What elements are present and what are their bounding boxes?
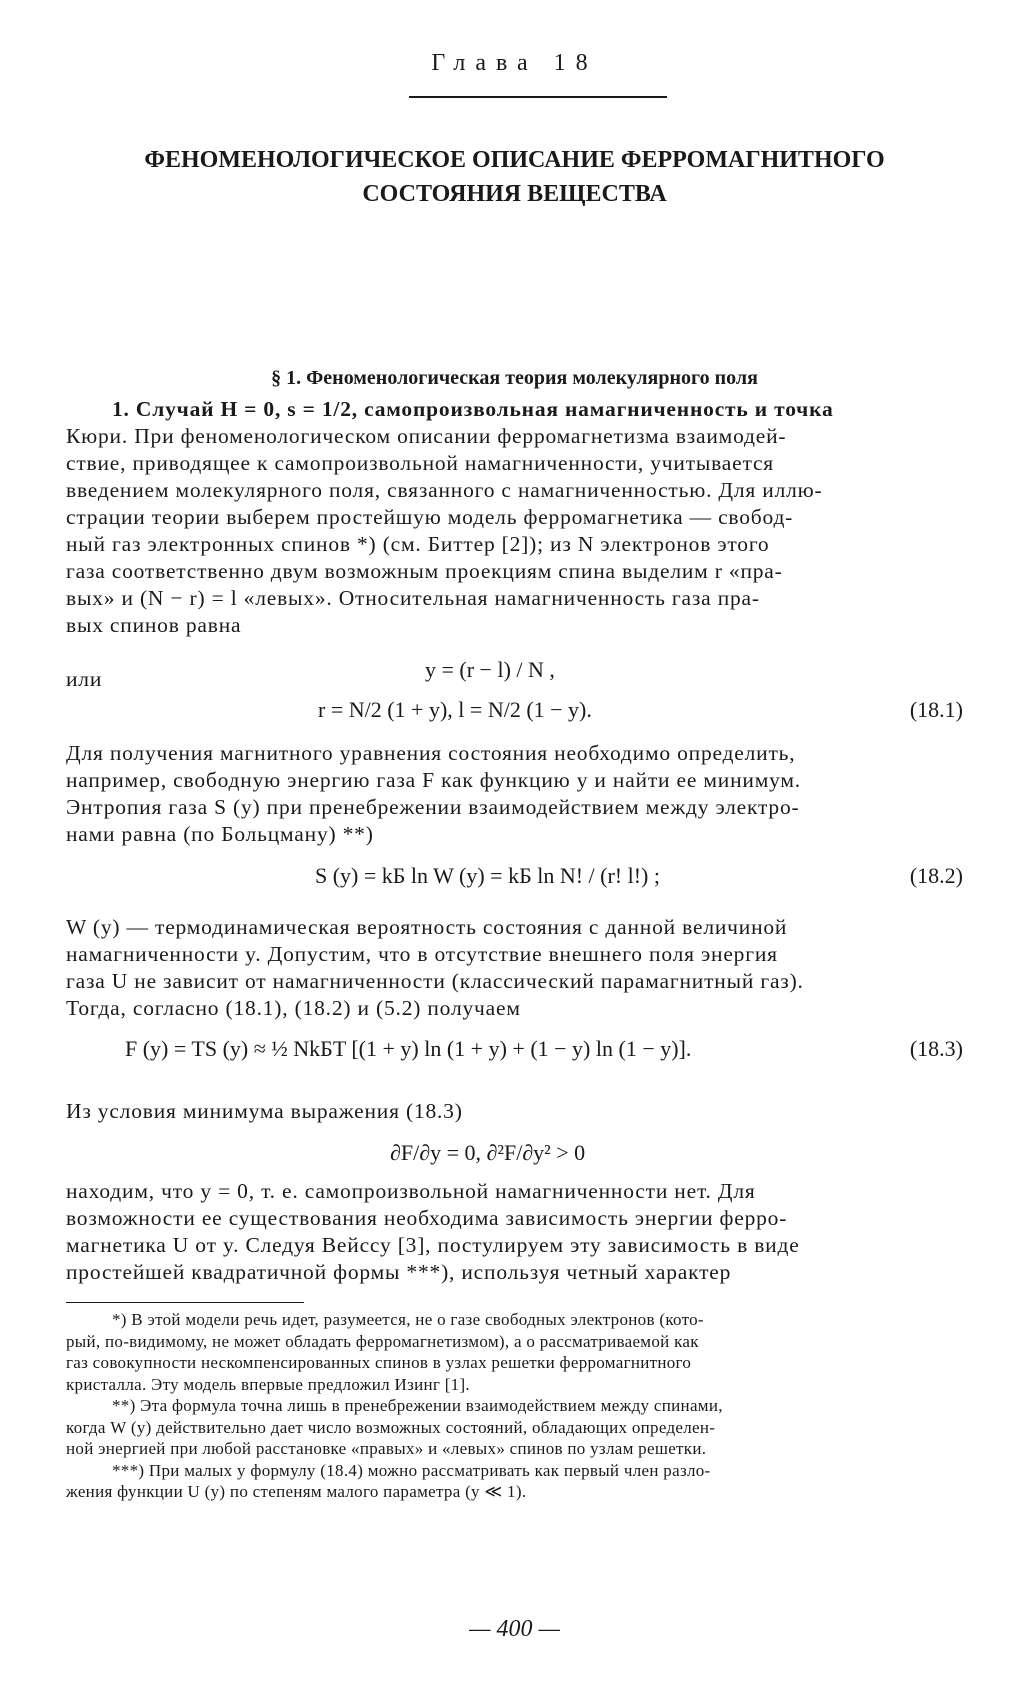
- footnote-3-line: жения функции U (y) по степеням малого параметра (y ≪ 1).: [66, 1482, 527, 1501]
- footnote-1-line: газ совокупности нескомпенсированных спинов в узлах решетки ферромагнитного: [66, 1353, 692, 1372]
- equation-18-2: S (y) = kБ ln W (y) = kБ ln N! / (r! l!) ;: [315, 863, 660, 888]
- paragraph-1: [66, 396, 962, 639]
- chapter-divider: [409, 96, 667, 98]
- page-number: — 400 —: [469, 1616, 560, 1642]
- footnote-2-line: **) Эта формула точна лишь в пренебрежении взаимодействием между спинами,: [112, 1396, 723, 1415]
- footnote-1-line: кристалла. Эту модель впервые предложил Изинг [1].: [66, 1374, 470, 1394]
- equation-18-3: F (y) = TS (y) ≈ ½ NkБT [(1 + y) ln (1 + y) + (1 − y) ln (1 − y)].: [125, 1036, 692, 1061]
- paragraph-2-line: Энтропия газа S (y) при пренебрежении взаимодействием между электро-: [66, 795, 800, 819]
- equation-18-1: r = N/2 (1 + y), l = N/2 (1 − y).: [318, 697, 592, 722]
- equation-number-18-1: (18.1): [909, 697, 963, 722]
- footnotes: [66, 1309, 962, 1503]
- paragraph-5-line: простейшей квадратичной формы ***), используя четный характер: [66, 1260, 732, 1284]
- paragraph-2-line: Для получения магнитного уравнения состояния необходимо определить,: [66, 741, 796, 765]
- paragraph-1-line: вых» и (N − r) = l «левых». Относительная намагниченность газа пра-: [66, 586, 760, 610]
- equation-minimum: ∂F/∂y = 0, ∂²F/∂y² > 0: [390, 1140, 586, 1165]
- equation-number-18-3: (18.3): [909, 1036, 963, 1061]
- word-or: или: [66, 667, 103, 691]
- paragraph-5-line: возможности ее существования необходима зависимость энергии ферро-: [66, 1206, 788, 1230]
- equation-y: y = (r − l) / N ,: [425, 657, 555, 682]
- paragraph-2: [66, 740, 962, 848]
- chapter-label: Глава 18: [431, 50, 598, 76]
- paragraph-4: Из условия минимума выражения (18.3): [66, 1099, 463, 1123]
- equation-number-18-2: (18.2): [909, 863, 963, 888]
- paragraph-1-line: вых спинов равна: [66, 613, 242, 637]
- chapter-title-line-1: ФЕНОМЕНОЛОГИЧЕСКОЕ ОПИСАНИЕ ФЕРРОМАГНИТНОГО: [144, 147, 885, 173]
- paragraph-2-line: например, свободную энергию газа F как функцию y и найти ее минимум.: [66, 768, 801, 792]
- footnote-1-line: *) В этой модели речь идет, разумеется, не о газе свободных электронов (кото-: [112, 1310, 704, 1329]
- section-heading: § 1. Феноменологическая теория молекулярного поля: [271, 367, 758, 389]
- paragraph-5-line: находим, что y = 0, т. е. самопроизвольной намагниченности нет. Для: [66, 1179, 756, 1203]
- paragraph-1-line: введением молекулярного поля, связанного с намагниченностью. Для иллю-: [66, 478, 823, 502]
- paragraph-1-line: ствие, приводящее к самопроизвольной намагниченности, учитывается: [66, 451, 774, 475]
- paragraph-1-line: страции теории выберем простейшую модель ферромагнетика — свобод-: [66, 505, 794, 529]
- footnote-divider: [66, 1302, 304, 1303]
- paragraph-1-line: ный газ электронных спинов *) (см. Биттер [2]); из N электронов этого: [66, 532, 770, 556]
- paragraph-5: [66, 1178, 962, 1286]
- footnote-2-line: ной энергией при любой расстановке «правых» и «левых» спинов по узлам решетки.: [66, 1439, 707, 1458]
- paragraph-3-line: намагниченности y. Допустим, что в отсутствие внешнего поля энергия: [66, 942, 778, 966]
- paragraph-1-line: Кюри. При феноменологическом описании ферромагнетизма взаимодей-: [66, 424, 787, 448]
- paragraph-2-line: нами равна (по Больцману) **): [66, 822, 374, 846]
- chapter-title-line-2: СОСТОЯНИЯ ВЕЩЕСТВА: [362, 181, 667, 207]
- paragraph-3-line: W (y) — термодинамическая вероятность состояния с данной величиной: [66, 915, 788, 939]
- paragraph-5-line: магнетика U от y. Следуя Вейссу [3], постулируем эту зависимость в виде: [66, 1233, 800, 1257]
- paragraph-1-line: газа соответственно двум возможным проекциям спина выделим r «пра-: [66, 559, 783, 583]
- footnote-3-line: ***) При малых y формулу (18.4) можно рассматривать как первый член разло-: [112, 1460, 711, 1480]
- paragraph-3: [66, 914, 962, 1022]
- paragraph-3-line: газа U не зависит от намагниченности (классический парамагнитный газ).: [66, 969, 804, 993]
- footnote-2-line: когда W (y) действительно дает число возможных состояний, обладающих определен-: [66, 1417, 716, 1437]
- paragraph-3-line: Тогда, согласно (18.1), (18.2) и (5.2) получаем: [66, 996, 521, 1020]
- chapter-title: [60, 143, 969, 211]
- footnote-1-line: рый, по-видимому, не может обладать ферромагнетизмом), а о рассматриваемой как: [66, 1331, 699, 1351]
- paragraph-1-lead: 1. Случай H = 0, s = 1/2, самопроизвольная намагниченность и точка: [112, 397, 834, 421]
